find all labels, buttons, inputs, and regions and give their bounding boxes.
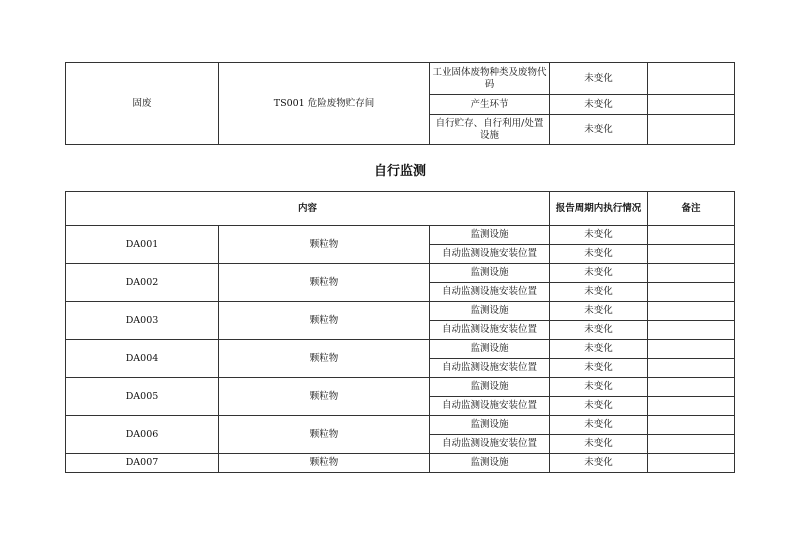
monitor-item-cell: 自动监测设施安装位置 <box>430 321 550 340</box>
monitor-status-cell: 未变化 <box>550 378 648 397</box>
waste-status-cell: 未变化 <box>550 115 648 145</box>
waste-note-cell <box>648 63 735 95</box>
monitor-note-cell <box>648 283 735 302</box>
header-content: 内容 <box>66 192 550 226</box>
section-title: 自行监测 <box>373 164 426 179</box>
waste-note-cell <box>648 115 735 145</box>
waste-status-cell: 未变化 <box>550 95 648 115</box>
table-row <box>66 302 735 321</box>
pollutant-cell: 颗粒物 <box>219 264 430 302</box>
monitor-item-cell: 监测设施 <box>430 226 550 245</box>
monitor-item-cell: 自动监测设施安装位置 <box>430 245 550 264</box>
monitor-item-cell: 监测设施 <box>430 454 550 473</box>
monitor-status-cell: 未变化 <box>550 397 648 416</box>
monitor-status-cell: 未变化 <box>550 454 648 473</box>
monitor-note-cell <box>648 321 735 340</box>
outlet-id-cell: DA002 <box>66 264 219 302</box>
monitor-note-cell <box>648 340 735 359</box>
outlet-id-cell: DA006 <box>66 416 219 454</box>
waste-status-cell: 未变化 <box>550 63 648 95</box>
pollutant-cell: 颗粒物 <box>219 226 430 264</box>
header-note: 备注 <box>648 192 735 226</box>
monitor-note-cell <box>648 378 735 397</box>
pollutant-cell: 颗粒物 <box>219 340 430 378</box>
table-row <box>66 340 735 359</box>
monitor-status-cell: 未变化 <box>550 321 648 340</box>
monitor-status-cell: 未变化 <box>550 302 648 321</box>
monitor-item-cell: 自动监测设施安装位置 <box>430 359 550 378</box>
header-status: 报告周期内执行情况 <box>550 192 648 226</box>
monitor-note-cell <box>648 226 735 245</box>
outlet-id-cell: DA007 <box>66 454 219 473</box>
monitor-note-cell <box>648 359 735 378</box>
monitor-item-cell: 监测设施 <box>430 302 550 321</box>
monitor-note-cell <box>648 435 735 454</box>
waste-item-cell: 产生环节 <box>430 95 550 115</box>
monitor-item-cell: 自动监测设施安装位置 <box>430 435 550 454</box>
monitor-item-cell: 自动监测设施安装位置 <box>430 283 550 302</box>
monitor-note-cell <box>648 416 735 435</box>
monitor-status-cell: 未变化 <box>550 283 648 302</box>
table-row <box>66 63 735 95</box>
waste-item-cell: 工业固体废物种类及废物代码 <box>430 63 550 95</box>
table-header-row <box>66 192 735 226</box>
outlet-id-cell: DA001 <box>66 226 219 264</box>
monitor-status-cell: 未变化 <box>550 359 648 378</box>
table-row <box>66 226 735 245</box>
monitor-item-cell: 监测设施 <box>430 378 550 397</box>
monitor-note-cell <box>648 397 735 416</box>
pollutant-cell: 颗粒物 <box>219 454 430 473</box>
monitor-status-cell: 未变化 <box>550 245 648 264</box>
outlet-id-cell: DA005 <box>66 378 219 416</box>
table-row <box>66 264 735 283</box>
monitor-note-cell <box>648 454 735 473</box>
monitor-item-cell: 监测设施 <box>430 264 550 283</box>
pollutant-cell: 颗粒物 <box>219 416 430 454</box>
waste-category-cell: 固废 <box>66 63 219 145</box>
monitor-status-cell: 未变化 <box>550 340 648 359</box>
monitor-note-cell <box>648 245 735 264</box>
waste-item-cell: 自行贮存、自行利用/处置设施 <box>430 115 550 145</box>
outlet-id-cell: DA003 <box>66 302 219 340</box>
monitor-item-cell: 监测设施 <box>430 340 550 359</box>
pollutant-cell: 颗粒物 <box>219 378 430 416</box>
monitor-note-cell <box>648 302 735 321</box>
outlet-id-cell: DA004 <box>66 340 219 378</box>
monitor-status-cell: 未变化 <box>550 226 648 245</box>
monitor-status-cell: 未变化 <box>550 435 648 454</box>
table-row <box>66 416 735 435</box>
waste-note-cell <box>648 95 735 115</box>
table-row <box>66 378 735 397</box>
monitor-note-cell <box>648 264 735 283</box>
monitor-item-cell: 自动监测设施安装位置 <box>430 397 550 416</box>
self-monitoring-table <box>65 191 735 473</box>
monitor-item-cell: 监测设施 <box>430 416 550 435</box>
monitor-status-cell: 未变化 <box>550 416 648 435</box>
solid-waste-table <box>65 62 735 145</box>
table-row <box>66 454 735 473</box>
pollutant-cell: 颗粒物 <box>219 302 430 340</box>
monitor-status-cell: 未变化 <box>550 264 648 283</box>
waste-facility-cell: TS001 危险废物贮存间 <box>219 63 430 145</box>
